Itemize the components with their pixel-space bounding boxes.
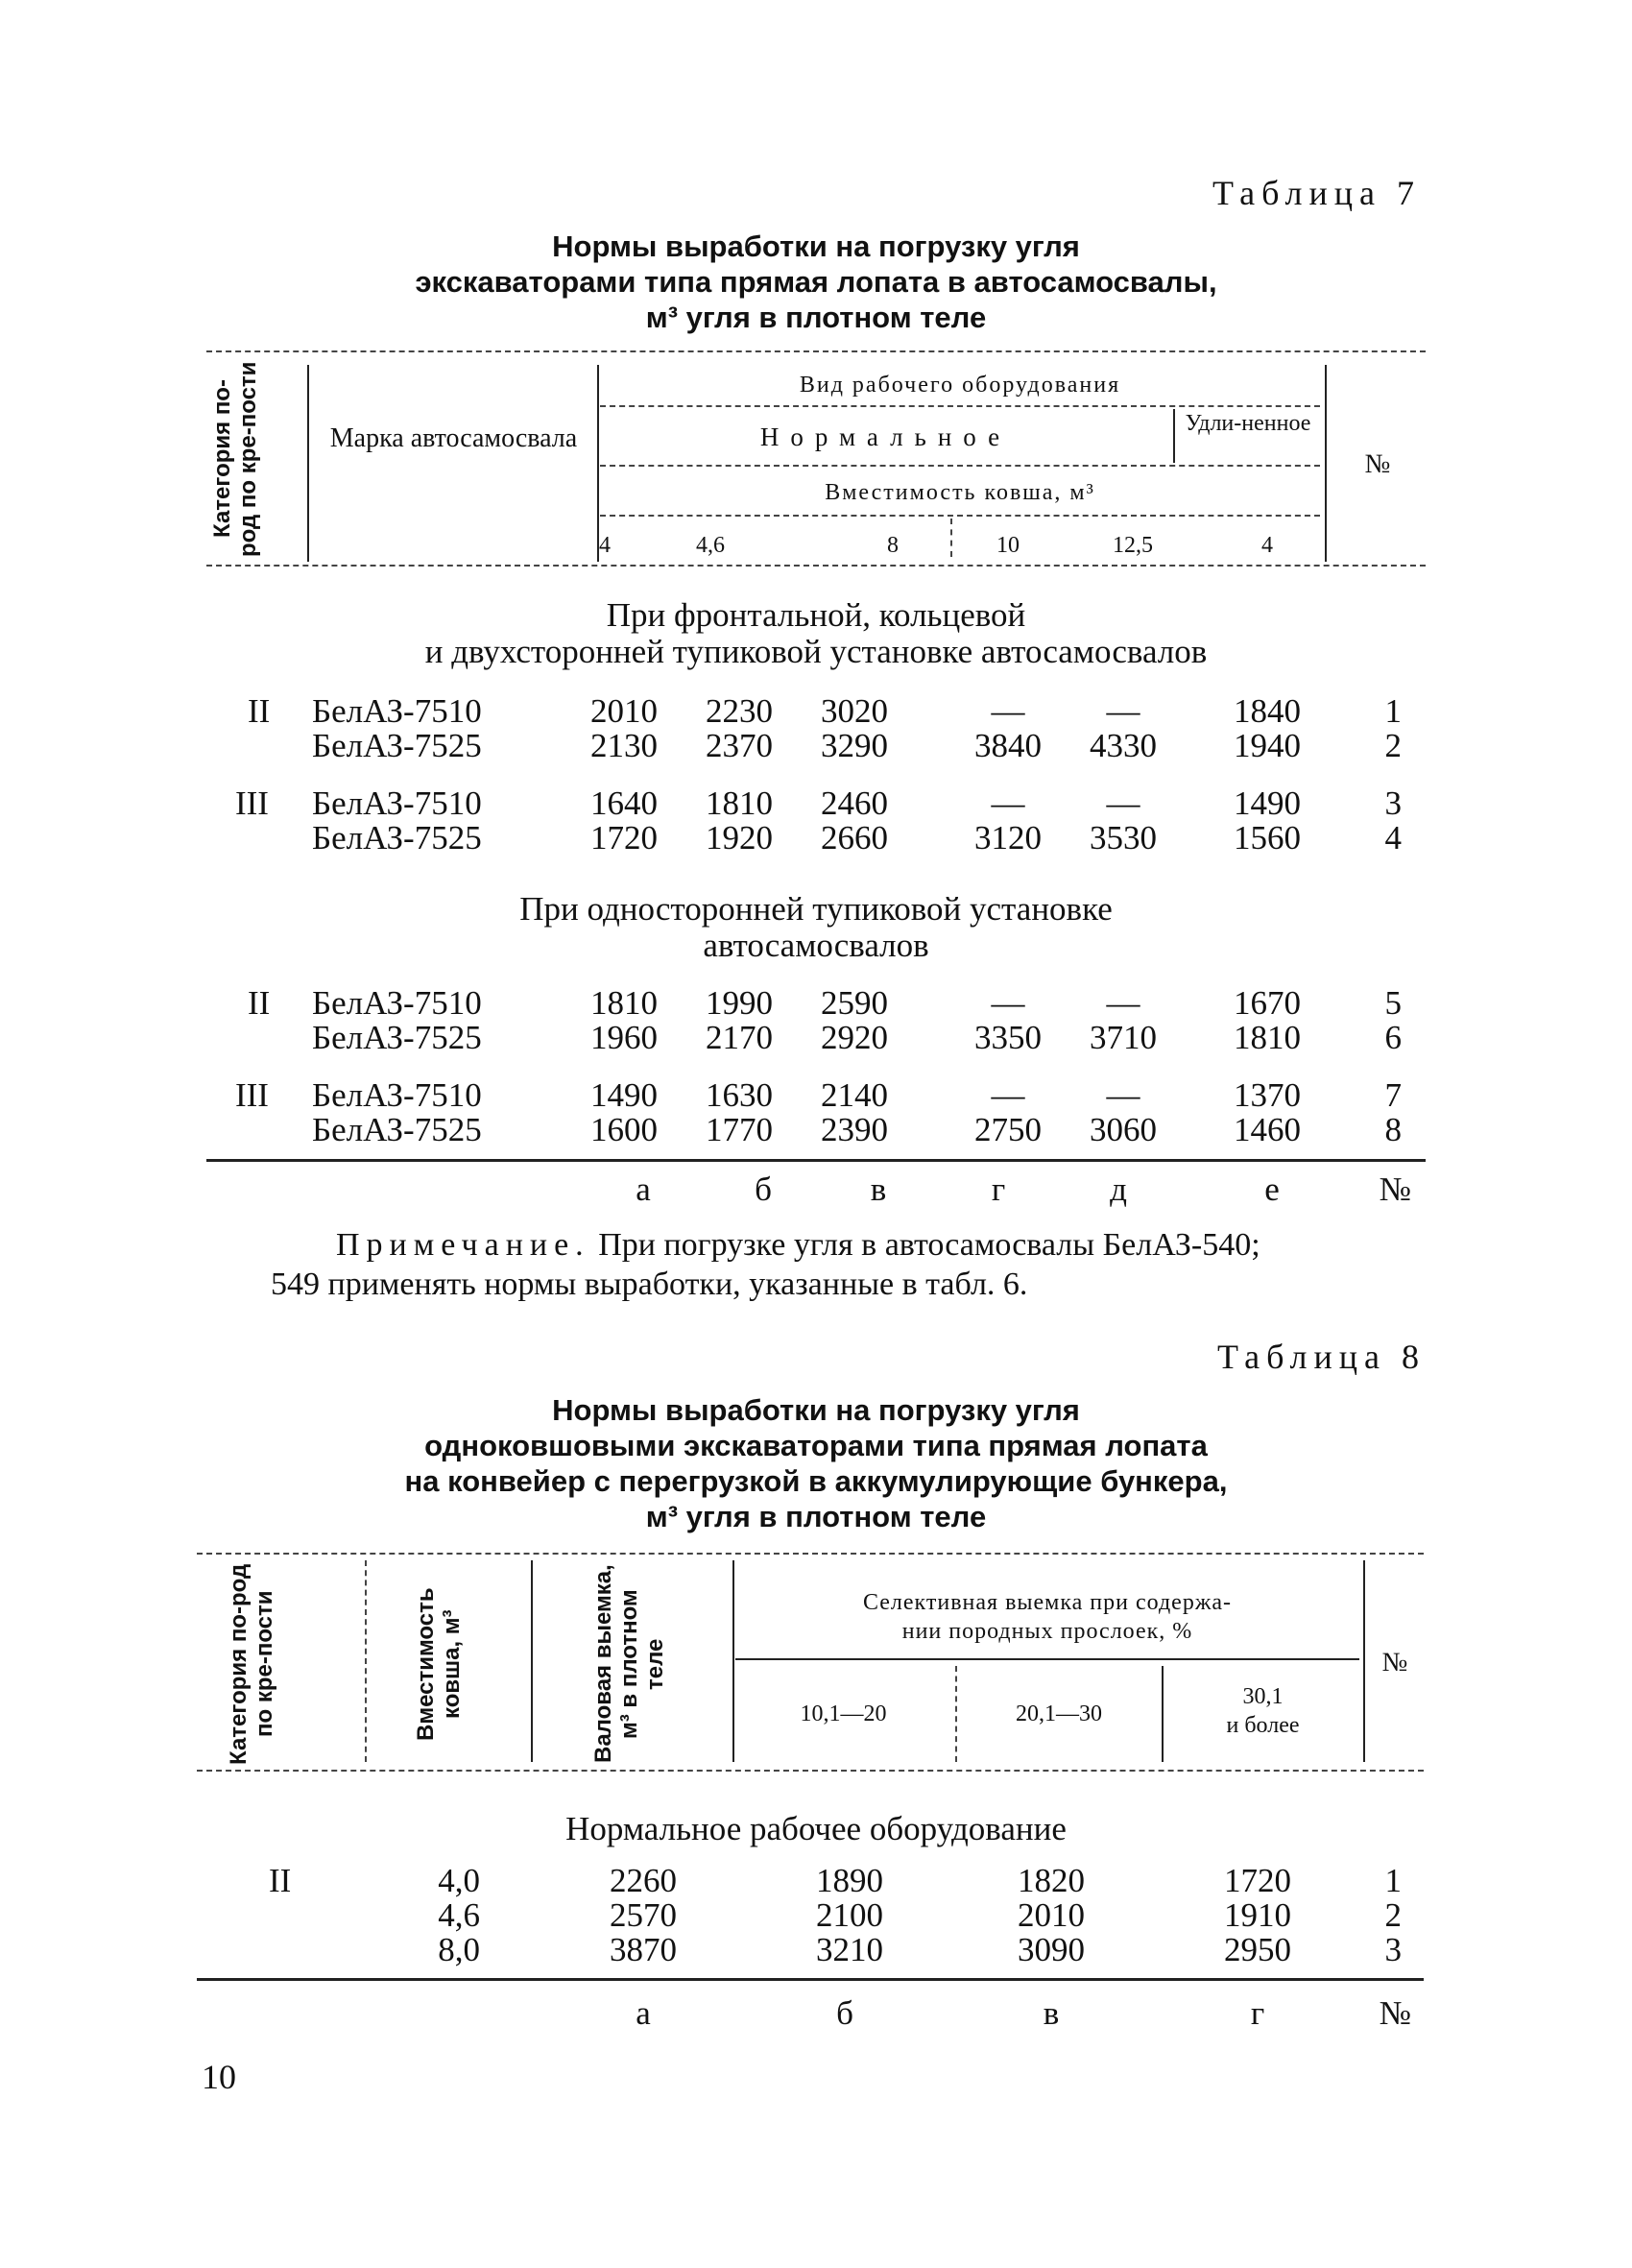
row-value-g: 3350 <box>974 1019 1042 1056</box>
row-value-a: 1720 <box>590 819 658 857</box>
row-value-a: 2130 <box>590 727 658 764</box>
column-letter: в <box>1043 1994 1060 2032</box>
table8-footer <box>0 1995 1440 2031</box>
table7-footer <box>0 1171 1440 1207</box>
row-brand: БелАЗ-7525 <box>312 1019 482 1056</box>
table7-title-line3: м³ угля в плотном теле <box>645 301 987 334</box>
table8-title-line3: на конвейер с перегрузкой в аккумулирующие бункера, <box>404 1464 1228 1498</box>
table8-title <box>288 1392 1344 1534</box>
row-value-b: 1990 <box>706 984 773 1022</box>
table-row <box>0 693 1440 729</box>
row-value-d: 4330 <box>1090 727 1157 764</box>
row-number: 5 <box>1384 984 1402 1022</box>
row-value-b: 2010 <box>1018 1896 1085 1934</box>
row-value-b: 1770 <box>706 1111 773 1148</box>
row-value-d: 3060 <box>1090 1111 1157 1148</box>
table8-header-divider <box>365 1560 367 1762</box>
row-value-e: 1460 <box>1234 1111 1301 1148</box>
row-value-v: 2920 <box>821 1019 888 1056</box>
table8-header-divider <box>732 1560 734 1762</box>
row-value-a: 3210 <box>816 1931 883 1968</box>
table-row <box>0 985 1440 1021</box>
column-letter: № <box>1379 1170 1411 1208</box>
row-value-v: 2660 <box>821 819 888 857</box>
row-value-b: 2230 <box>706 692 773 730</box>
column-letter: г <box>1250 1994 1265 2032</box>
table8-range-2: 20,1—30 <box>1016 1701 1102 1726</box>
row-number: 7 <box>1384 1076 1402 1114</box>
row-category: II <box>269 1862 292 1899</box>
row-value-e: 1560 <box>1234 819 1301 857</box>
table-row <box>0 1897 1440 1933</box>
capacity-value: 4 <box>1261 533 1273 558</box>
row-value-a: 1890 <box>816 1862 883 1899</box>
row-number: 2 <box>1384 1896 1402 1934</box>
capacity-value: 12,5 <box>1113 533 1153 558</box>
row-value-d: — <box>1106 1076 1140 1114</box>
row-category: III <box>235 784 269 822</box>
capacity-value: 4,6 <box>696 533 725 558</box>
row-number: 2 <box>1384 727 1402 764</box>
table7-header-number: № <box>1364 449 1391 479</box>
row-brand: БелАЗ-7525 <box>312 727 482 764</box>
row-category: II <box>248 692 271 730</box>
table8-range-1: 10,1—20 <box>800 1701 887 1726</box>
table8-bottom-rule <box>197 1978 1424 1981</box>
capacity-value: 4 <box>599 533 611 558</box>
table7-section-1 <box>288 597 1344 670</box>
row-capacity: 4,6 <box>438 1896 480 1934</box>
table7-header-bottom-rule <box>206 565 1426 567</box>
row-value-c: 1910 <box>1224 1896 1291 1934</box>
section-line: автосамосвалов <box>703 927 929 964</box>
table8-header-top-rule <box>197 1553 1424 1555</box>
table7-header-divider <box>1173 409 1175 463</box>
table7-header-extended: Удли-ненное <box>1185 411 1311 436</box>
note-line1: При погрузке угля в автосамосвалы БелАЗ-540; <box>598 1227 1260 1263</box>
table7-capacity-values <box>0 533 1440 562</box>
column-letter: в <box>870 1170 887 1208</box>
table8-title-line2: одноковшовыми экскаваторами типа прямая лопата <box>424 1429 1208 1462</box>
row-value-a: 2100 <box>816 1896 883 1934</box>
row-value-a: 1960 <box>590 1019 658 1056</box>
table8-section: Нормальное рабочее оборудование <box>565 1810 1067 1847</box>
table-row <box>0 820 1440 856</box>
row-value-v: 3290 <box>821 727 888 764</box>
table7-title-line2: экскаваторами типа прямая лопата в автосамосвалы, <box>415 265 1217 299</box>
column-letter: б <box>836 1994 853 2032</box>
row-gross: 2260 <box>610 1862 677 1899</box>
table-row <box>0 1863 1440 1898</box>
column-letter: а <box>636 1170 651 1208</box>
row-value-e: 1840 <box>1234 692 1301 730</box>
column-letter: б <box>755 1170 772 1208</box>
row-value-e: 1370 <box>1234 1076 1301 1114</box>
row-value-v: 2460 <box>821 784 888 822</box>
table8-range-3 <box>1164 1682 1361 1740</box>
row-capacity: 4,0 <box>438 1862 480 1899</box>
row-number: 1 <box>1384 1862 1402 1899</box>
row-value-g: — <box>991 692 1025 730</box>
row-value-g: 3840 <box>974 727 1042 764</box>
table8-header-gross: Валовая выемка, м³ в плотном теле <box>590 1564 668 1764</box>
row-value-b: 2370 <box>706 727 773 764</box>
row-value-a: 2010 <box>590 692 658 730</box>
column-letter: г <box>991 1170 1006 1208</box>
table7-label: Таблица 7 <box>1212 174 1421 212</box>
row-value-b: 3090 <box>1018 1931 1085 1968</box>
page-number: 10 <box>202 2058 236 2096</box>
range-line: и более <box>1226 1713 1300 1738</box>
table8-header-rule <box>735 1658 1359 1660</box>
row-value-a: 1640 <box>590 784 658 822</box>
section-line: и двухсторонней тупиковой установке автосамосвалов <box>424 633 1208 670</box>
table8-label: Таблица 8 <box>1217 1338 1426 1376</box>
selective-line: нии породных прослоек, % <box>901 1619 1193 1644</box>
row-number: 6 <box>1384 1019 1402 1056</box>
table8-header-divider <box>1363 1560 1365 1762</box>
table-row <box>0 785 1440 821</box>
row-value-d: 3710 <box>1090 1019 1157 1056</box>
row-value-v: 3020 <box>821 692 888 730</box>
row-value-v: 2390 <box>821 1111 888 1148</box>
row-brand: БелАЗ-7525 <box>312 819 482 857</box>
range-line: 30,1 <box>1242 1684 1284 1709</box>
table-row <box>0 728 1440 763</box>
row-value-c: 1720 <box>1224 1862 1291 1899</box>
row-value-a: 1600 <box>590 1111 658 1148</box>
row-number: 4 <box>1384 819 1402 857</box>
table7-header-rule <box>600 465 1320 467</box>
capacity-value: 10 <box>996 533 1020 558</box>
row-value-a: 1810 <box>590 984 658 1022</box>
table7-header-rule <box>600 405 1320 407</box>
row-number: 8 <box>1384 1111 1402 1148</box>
row-number: 3 <box>1384 784 1402 822</box>
row-capacity: 8,0 <box>438 1931 480 1968</box>
table8-header-selective <box>735 1588 1359 1646</box>
table-row <box>0 1077 1440 1113</box>
selective-line: Селективная выемка при содержа- <box>862 1590 1233 1615</box>
row-value-b: 1630 <box>706 1076 773 1114</box>
row-value-e: 1670 <box>1234 984 1301 1022</box>
table7-header-normal: Нормальное <box>759 422 1012 451</box>
table7-title-line1: Нормы выработки на погрузку угля <box>552 229 1080 263</box>
note-line2: 549 применять нормы выработки, указанные в табл. 6. <box>271 1267 1028 1302</box>
row-value-g: 2750 <box>974 1111 1042 1148</box>
table-row <box>0 1932 1440 1967</box>
row-value-v: 2590 <box>821 984 888 1022</box>
table7-header-equipment: Вид рабочего оборудования <box>799 373 1121 398</box>
capacity-value: 8 <box>887 533 899 558</box>
row-brand: БелАЗ-7525 <box>312 1111 482 1148</box>
column-letter: е <box>1264 1170 1280 1208</box>
row-value-e: 1490 <box>1234 784 1301 822</box>
table8-header-capacity: Вместимость ковша, м³ <box>413 1587 465 1741</box>
table7-title <box>288 229 1344 335</box>
row-number: 3 <box>1384 1931 1402 1968</box>
row-value-g: — <box>991 784 1025 822</box>
table8-header-divider <box>531 1560 533 1762</box>
row-value-d: — <box>1106 984 1140 1022</box>
row-value-d: 3530 <box>1090 819 1157 857</box>
row-brand: БелАЗ-7510 <box>312 784 482 822</box>
column-letter: д <box>1110 1170 1127 1208</box>
table8-title-line4: м³ угля в плотном теле <box>645 1500 987 1533</box>
row-value-g: — <box>991 1076 1025 1114</box>
row-value-c: 2950 <box>1224 1931 1291 1968</box>
table8-header-divider <box>1162 1666 1164 1762</box>
table-row <box>0 1112 1440 1147</box>
note-label: Примечание. <box>336 1227 590 1263</box>
column-letter: а <box>636 1994 651 2032</box>
row-brand: БелАЗ-7510 <box>312 692 482 730</box>
row-value-b: 1810 <box>706 784 773 822</box>
table8-header-bottom-rule <box>197 1770 1424 1772</box>
table7-bottom-rule <box>206 1159 1426 1162</box>
row-brand: БелАЗ-7510 <box>312 1076 482 1114</box>
table8-title-line1: Нормы выработки на погрузку угля <box>552 1393 1080 1427</box>
table7-header-brand: Марка автосамосвала <box>329 423 578 453</box>
row-value-e: 1810 <box>1234 1019 1301 1056</box>
table7-section-2 <box>288 891 1344 964</box>
table7-header-category: Категория по-род по кре-пости <box>209 361 261 557</box>
table7-header-top-rule <box>206 350 1426 352</box>
section-line: При фронтальной, кольцевой <box>606 596 1026 634</box>
row-value-g: 3120 <box>974 819 1042 857</box>
row-category: III <box>235 1076 269 1114</box>
row-value-e: 1940 <box>1234 727 1301 764</box>
note <box>271 1225 1432 1304</box>
table-row <box>0 1020 1440 1055</box>
row-value-b: 1820 <box>1018 1862 1085 1899</box>
row-value-v: 2140 <box>821 1076 888 1114</box>
column-letter: № <box>1379 1994 1411 2032</box>
row-value-g: — <box>991 984 1025 1022</box>
row-number: 1 <box>1384 692 1402 730</box>
row-category: II <box>248 984 271 1022</box>
row-value-a: 1490 <box>590 1076 658 1114</box>
table7-header-capacity: Вместимость ковша, м³ <box>825 480 1095 505</box>
row-value-d: — <box>1106 784 1140 822</box>
row-brand: БелАЗ-7510 <box>312 984 482 1022</box>
row-gross: 2570 <box>610 1896 677 1934</box>
row-value-b: 1920 <box>706 819 773 857</box>
table8-header-divider <box>955 1666 957 1762</box>
row-gross: 3870 <box>610 1931 677 1968</box>
table8-header-category: Категория по-род по кре-пости <box>226 1563 277 1765</box>
table8-header-number: № <box>1381 1648 1408 1677</box>
row-value-b: 2170 <box>706 1019 773 1056</box>
row-value-d: — <box>1106 692 1140 730</box>
table7-header-rule <box>600 515 1320 517</box>
section-line: При односторонней тупиковой установке <box>519 890 1113 928</box>
